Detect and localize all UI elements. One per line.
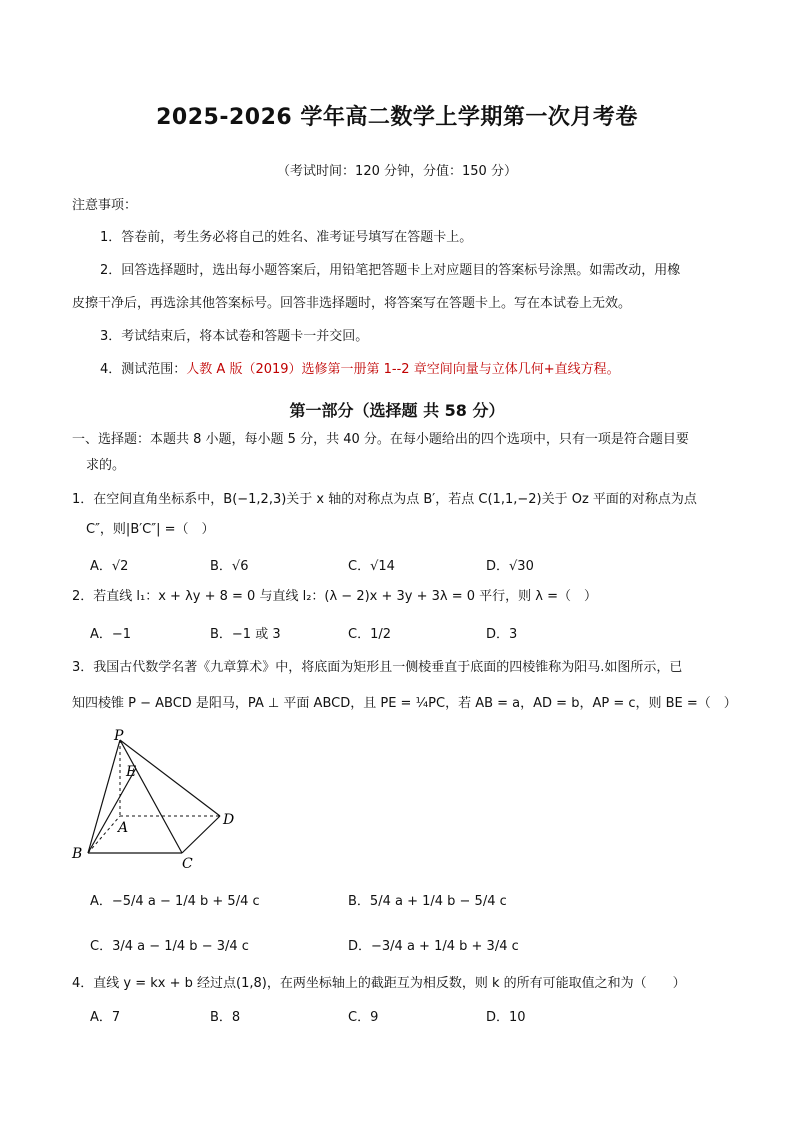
note-2-line-2: 皮擦干净后，再选涂其他答案标号。回答非选择题时，将答案写在答题卡上。写在本试卷上无效。 bbox=[72, 296, 632, 311]
q3-stem-line-2: 知四棱锥 P − ABCD 是阳马，PA ⊥ 平面 ABCD，且 PE = ¼PC，若 AB = a，AD = b，AP = c，则 BE =（ ） bbox=[72, 696, 737, 711]
note-1: 1．答卷前，考生务必将自己的姓名、准考证号填写在答题卡上。 bbox=[100, 230, 473, 245]
q2-option-b[interactable]: B．−1 或 3 bbox=[210, 627, 281, 642]
exam-title: 2025-2026 学年高二数学上学期第一次月考卷 bbox=[156, 105, 638, 130]
q2-stem: 2．若直线 l₁：x + λy + 8 = 0 与直线 l₂：(λ − 2)x + 3y + 3λ = 0 平行，则 λ =（ ） bbox=[72, 589, 598, 604]
q4-stem: 4．直线 y = kx + b 经过点(1,8)，在两坐标轴上的截距互为相反数，则 k 的所有可能取值之和为（ ） bbox=[72, 976, 686, 991]
note-4-scope: 人教 A 版（2019）选修第一册第 1--2 章空间向量与立体几何+直线方程。 bbox=[186, 362, 620, 377]
q1-options bbox=[90, 555, 710, 577]
q1-option-d[interactable]: D．√30 bbox=[486, 559, 534, 574]
note-2-line-1: 2．回答选择题时，选出每小题答案后，用铅笔把答题卡上对应题目的答案标号涂黑。如需改动，用橡 bbox=[100, 263, 681, 278]
q2-options bbox=[90, 623, 710, 645]
label-d: D bbox=[223, 812, 235, 828]
section-title: 第一部分（选择题 共 58 分） bbox=[289, 401, 505, 420]
q4-options bbox=[90, 1006, 710, 1028]
q3-options-row-1 bbox=[90, 890, 710, 912]
q1-option-a[interactable]: A．√2 bbox=[90, 559, 129, 574]
q3-option-d[interactable]: D．−3/4 a + 1/4 b + 3/4 c bbox=[348, 939, 519, 954]
label-p: P bbox=[114, 728, 124, 744]
q4-option-b[interactable]: B．8 bbox=[210, 1010, 241, 1025]
q3-options-row-2 bbox=[90, 935, 710, 957]
q3-option-a[interactable]: A．−5/4 a − 1/4 b + 5/4 c bbox=[90, 894, 260, 909]
segment-be bbox=[88, 768, 136, 853]
q4-option-c[interactable]: C．9 bbox=[348, 1010, 379, 1025]
q2-option-a[interactable]: A．−1 bbox=[90, 627, 132, 642]
edge-cd bbox=[182, 816, 220, 853]
q1-option-b[interactable]: B．√6 bbox=[210, 559, 249, 574]
edge-pb bbox=[88, 740, 120, 853]
q3-option-b[interactable]: B．5/4 a + 1/4 b − 5/4 c bbox=[348, 894, 507, 909]
pyramid-figure bbox=[70, 728, 250, 873]
note-4 bbox=[100, 360, 760, 380]
q2-option-c[interactable]: C．1/2 bbox=[348, 627, 391, 642]
q4-option-d[interactable]: D．10 bbox=[486, 1010, 526, 1025]
edge-pc bbox=[120, 740, 182, 853]
q1-stem-line-2: C″，则|B′C″| =（ ） bbox=[86, 522, 215, 537]
label-e: E bbox=[126, 764, 137, 780]
label-b: B bbox=[72, 846, 83, 862]
notes-heading: 注意事项： bbox=[72, 198, 138, 213]
note-4-prefix: 4．测试范围： bbox=[100, 362, 187, 377]
q1-stem-line-1: 1．在空间直角坐标系中，B(−1,2,3)关于 x 轴的对称点为点 B′，若点 C(1,1,−2)关于 Oz 平面的对称点为点 bbox=[72, 492, 697, 507]
section-intro-line-2: 求的。 bbox=[86, 458, 126, 473]
section-intro-line-1: 一、选择题：本题共 8 小题，每小题 5 分，共 40 分。在每小题给出的四个选项中，只有一项是符合题目要 bbox=[72, 432, 689, 447]
label-a: A bbox=[118, 820, 129, 836]
q3-option-c[interactable]: C．3/4 a − 1/4 b − 3/4 c bbox=[90, 939, 249, 954]
note-3: 3．考试结束后，将本试卷和答题卡一并交回。 bbox=[100, 329, 369, 344]
q3-stem-line-1: 3．我国古代数学名著《九章算术》中，将底面为矩形且一侧棱垂直于底面的四棱锥称为阳马.如图所示，已 bbox=[72, 660, 683, 675]
q2-option-d[interactable]: D．3 bbox=[486, 627, 518, 642]
label-c: C bbox=[182, 856, 193, 872]
q1-option-c[interactable]: C．√14 bbox=[348, 559, 395, 574]
q4-option-a[interactable]: A．7 bbox=[90, 1010, 121, 1025]
exam-subtitle: （考试时间：120 分钟，分值：150 分） bbox=[277, 164, 517, 179]
